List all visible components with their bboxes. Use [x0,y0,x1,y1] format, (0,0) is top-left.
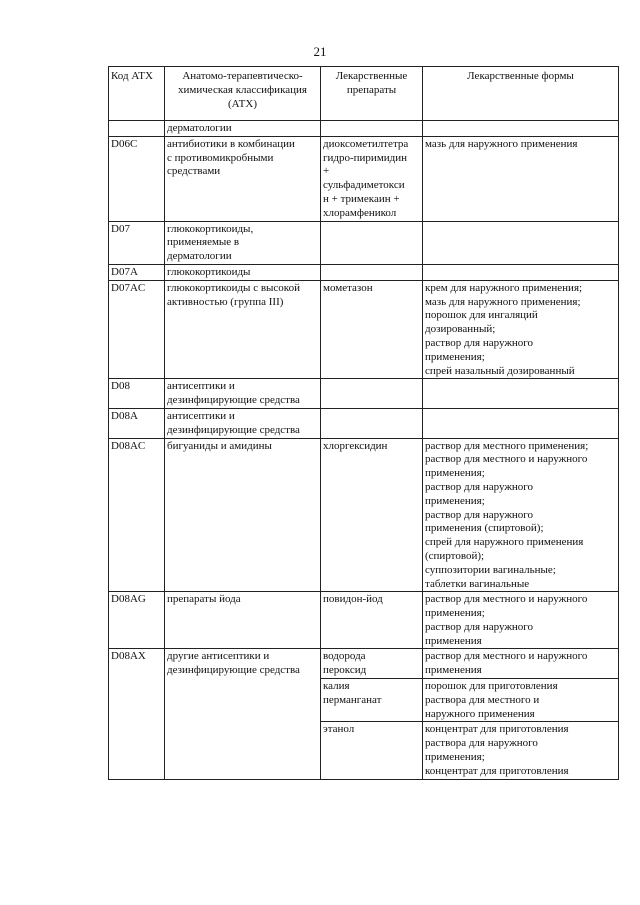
forms-cell-line: порошок для приготовления [425,680,558,693]
drug-cell-line: мометазон [323,281,373,294]
forms-cell [423,679,619,722]
classification-cell-line: глюкокортикоиды, [167,222,254,235]
forms-cell-line: мазь для наружного применения; [425,295,581,308]
header-drugs-line: препараты [346,83,397,96]
table-row [109,592,619,649]
table-row [109,121,619,137]
drug-cell [321,379,423,409]
forms-cell-line: раствор для наружного [425,508,534,521]
drug-cell-line: + [323,165,330,178]
forms-cell-line: мазь для наружного применения [425,137,578,150]
header-classification-line: химическая классификация [178,83,307,96]
drug-cell-line: этанол [323,723,355,736]
forms-cell-line: раствор для наружного [425,336,534,349]
header-classification-line: (АТХ) [228,97,257,110]
drug-cell-line: калия [323,680,350,693]
classification-cell-line: с противомикробными [167,151,274,164]
classification-cell-line: дезинфицирующие средства [167,394,300,407]
classification-cell [165,280,321,379]
classification-cell-line: глюкокортикоиды с высокой [167,281,300,294]
forms-cell-line: раствор для местного и наружного [425,453,588,466]
drug-cell-line: хлорамфеникол [323,206,397,219]
forms-cell-line: концентрат для приготовления [425,764,569,777]
forms-cell-line: применения [425,634,482,647]
table-row [109,408,619,438]
forms-cell-line: применения; [425,350,485,363]
forms-cell-line: таблетки вагинальные [425,577,530,590]
classification-cell-line: другие антисептики и [167,650,270,663]
forms-cell-line: раствор для местного применения; [425,439,589,452]
drug-cell-line: н + тримекаин + [323,192,400,205]
atx-code-cell: D06C [109,136,165,221]
atx-table [108,66,619,780]
classification-cell-line: дерматологии [167,250,232,263]
table-row [109,379,619,409]
drug-cell-line: гидро-пиримидин [323,151,408,164]
forms-cell [423,379,619,409]
header-drugs [321,67,423,121]
classification-cell [165,264,321,280]
drug-cell-line: сульфадиметокси [323,179,405,192]
forms-cell-line: применения; [425,607,485,620]
header-classification-line: Анатомо-терапевтическо- [182,70,303,82]
table-body [109,121,619,780]
classification-cell [165,438,321,592]
classification-cell [165,408,321,438]
forms-cell [423,438,619,592]
drug-cell [321,264,423,280]
table-row [109,438,619,592]
atx-code-cell: D07A [109,264,165,280]
forms-cell [423,221,619,264]
classification-cell-line: бигуаниды и амидины [167,439,272,452]
drug-cell [321,722,423,779]
forms-cell-line: крем для наружного применения; [425,281,583,294]
drug-cell-line: диоксометилтетра [323,137,409,150]
table-row [109,136,619,221]
header-drugs-line: Лекарственные [335,70,408,82]
table-row [109,264,619,280]
forms-cell-line: дозированный; [425,323,496,336]
drug-cell [321,221,423,264]
forms-cell-line: применения [425,664,482,677]
drug-cell [321,679,423,722]
drug-cell [321,121,423,137]
drug-cell-line: водорода [323,650,366,663]
table-header-row [109,67,619,121]
forms-cell-line: раствор для наружного [425,620,534,633]
classification-cell-line: применяемые в [167,236,240,249]
forms-cell-line: применения; [425,467,485,480]
drug-cell [321,592,423,649]
forms-cell-line: применения (спиртовой); [425,522,544,535]
drug-cell-line: повидон-йод [323,593,383,606]
atx-code-cell: D08AG [109,592,165,649]
drug-cell [321,649,423,679]
classification-cell-line: антисептики и [167,409,235,422]
table-row [109,221,619,264]
header-forms: Лекарственные формы [423,67,619,121]
page-number: 21 [313,44,327,59]
forms-cell-line: спрей назальный дозированный [425,364,575,377]
classification-cell-line: активностью (группа III) [167,295,284,308]
atx-code-cell: D08AX [109,649,165,779]
forms-cell [423,408,619,438]
header-code: Код АТХ [109,67,165,121]
table-row [109,280,619,379]
forms-cell-line: порошок для ингаляций [425,309,538,322]
table-row [109,649,619,679]
forms-cell-line: применения; [425,751,485,764]
forms-cell [423,649,619,679]
forms-cell-line: концентрат для приготовления [425,723,569,736]
classification-cell [165,379,321,409]
forms-cell [423,592,619,649]
classification-cell [165,649,321,779]
forms-cell-line: раствора для наружного [425,737,538,750]
drug-cell-line: перманганат [323,693,382,706]
classification-cell [165,592,321,649]
forms-cell [423,121,619,137]
forms-cell-line: раствор для местного и наружного [425,593,588,606]
classification-cell-line: дезинфицирующие средства [167,423,300,436]
atx-code-cell: D08AC [109,438,165,592]
classification-cell [165,121,321,137]
forms-cell [423,280,619,379]
drug-cell [321,136,423,221]
drug-cell [321,280,423,379]
header-classification [165,67,321,121]
classification-cell [165,221,321,264]
classification-cell [165,136,321,221]
classification-cell-line: средствами [167,165,221,178]
forms-cell-line: спрей для наружного применения [425,536,584,549]
atx-code-cell: D08 [109,379,165,409]
forms-cell-line: суппозитории вагинальные; [425,563,556,576]
drug-cell-line: пероксид [323,664,367,677]
drug-cell-line: хлоргексидин [323,439,388,452]
forms-cell-line: раствор для наружного [425,480,534,493]
classification-cell-line: дезинфицирующие средства [167,664,300,677]
classification-cell-line: глюкокортикоиды [167,265,251,278]
forms-cell [423,722,619,779]
classification-cell-line: антибиотики в комбинации [167,137,295,150]
atx-code-cell: D07AC [109,280,165,379]
forms-cell-line: раствора для местного и [425,693,540,706]
forms-cell-line: (спиртовой); [425,549,485,562]
classification-cell-line: антисептики и [167,380,235,393]
forms-cell-line: применения; [425,494,485,507]
forms-cell-line: наружного применения [425,707,535,720]
atx-code-cell: D08A [109,408,165,438]
forms-cell [423,136,619,221]
drug-cell [321,408,423,438]
drug-cell [321,438,423,592]
atx-code-cell [109,121,165,137]
forms-cell-line: раствор для местного и наружного [425,650,588,663]
classification-cell-line: дерматологии [167,122,232,134]
atx-code-cell: D07 [109,221,165,264]
classification-cell-line: препараты йода [167,593,241,606]
forms-cell [423,264,619,280]
